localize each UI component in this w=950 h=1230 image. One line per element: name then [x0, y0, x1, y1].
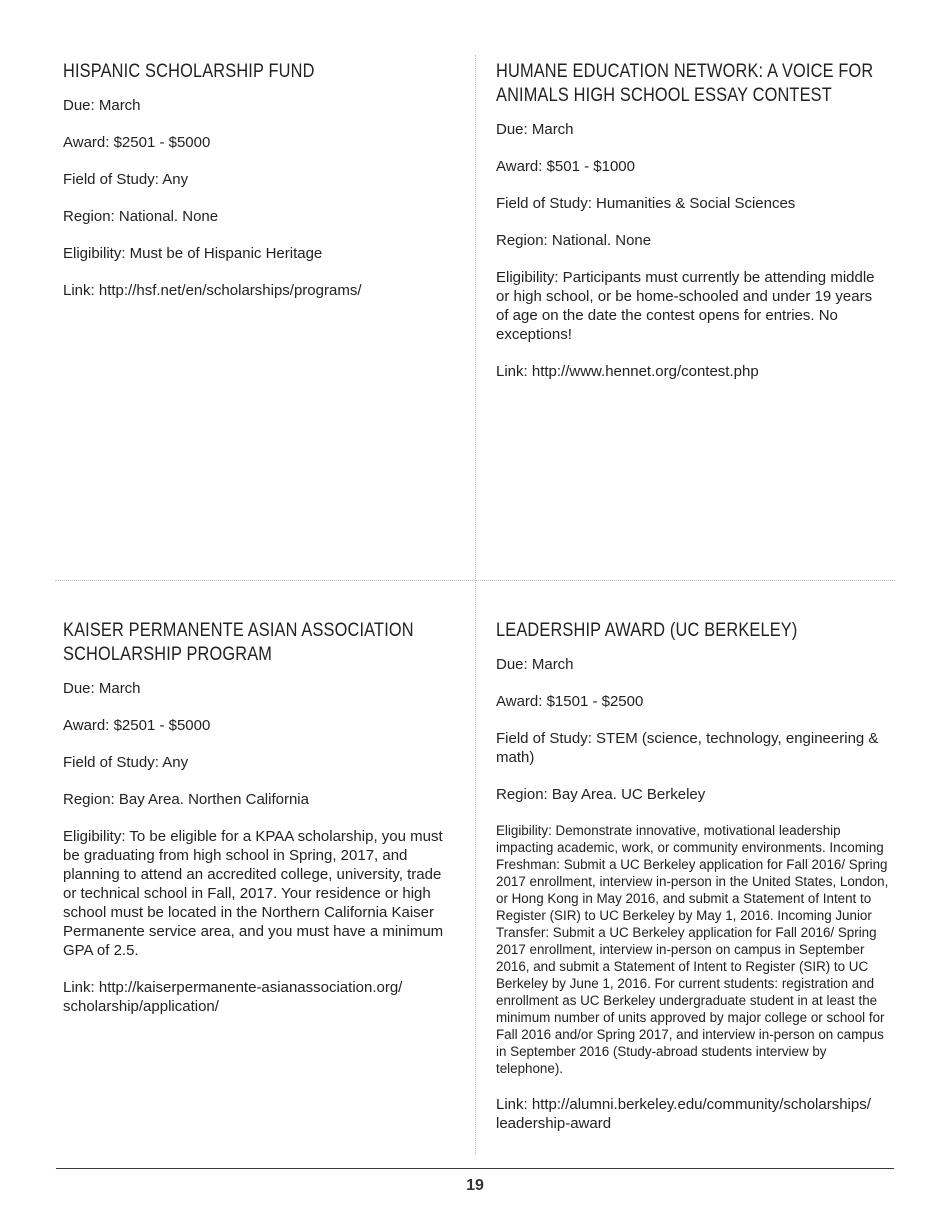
- due-date: Due: March: [496, 656, 574, 673]
- scholarship-card: [63, 619, 448, 1034]
- region: Region: National. None: [496, 232, 652, 249]
- region: Region: Bay Area. Northen California: [63, 791, 309, 808]
- award-amount: Award: $501 - $1000: [496, 158, 635, 175]
- award-amount: Award: $1501 - $2500: [496, 693, 644, 710]
- scholarship-title: HUMANE EDUCATION NETWORK: A VOICE FOR ANIMALS HIGH SCHOOL ESSAY CONTEST: [496, 61, 874, 106]
- scholarship-link[interactable]: Link: http://kaiserpermanente-asianassociation.org/ scholarship/application/: [63, 979, 403, 1015]
- field-of-study: Field of Study: STEM (science, technology, engineering & math): [496, 730, 879, 766]
- scholarship-card: [63, 60, 448, 318]
- scholarship-link[interactable]: Link: http://hsf.net/en/scholarships/programs/: [63, 282, 362, 299]
- due-date: Due: March: [63, 680, 141, 697]
- eligibility: Eligibility: Participants must currently be attending middle or high school, or be home-schooled and under 19 years of age on the date the contest opens for entries. No exceptions!: [496, 269, 875, 343]
- eligibility: Eligibility: Demonstrate innovative, motivational leadership impacting academic, work, or community environments. Incoming Freshman: Submit a UC Berkeley application for Fall 2016/ Spring 2017 enrollment, interview in-person in the United States, London, or Hong Kong in May 2016, and submit a Statement of Intent to Register (SIR) to UC Berkeley by May 1, 2016. Incoming Junior Transfer: Submit a UC Berkeley application for Fall 2016/ Spring 2017 enrollment, interview in-person on campus in September 2016, and submit a Statement of Intent to Register (SIR) to UC Berkeley by June 1, 2016. For current students: registration and enrollment as UC Berkeley undergraduate student in at least the minimum number of units approved by major college or school for Fall 2016 and/or Spring 2017, and interview in-person on campus in September 2016 (Study-abroad students interview by telephone).: [496, 823, 889, 1076]
- footer-rule: [56, 1168, 894, 1169]
- region: Region: National. None: [63, 208, 219, 225]
- field-of-study: Field of Study: Humanities & Social Sciences: [496, 195, 796, 212]
- eligibility: Eligibility: Must be of Hispanic Heritage: [63, 245, 323, 262]
- scholarship-title: HISPANIC SCHOLARSHIP FUND: [63, 61, 315, 82]
- due-date: Due: March: [496, 121, 574, 138]
- column-divider: [475, 55, 476, 1155]
- scholarship-card: [496, 60, 888, 399]
- scholarship-card: [496, 619, 890, 1151]
- scholarship-title: LEADERSHIP AWARD (UC BERKELEY): [496, 620, 798, 641]
- page-number: 19: [466, 1177, 484, 1194]
- award-amount: Award: $2501 - $5000: [63, 134, 211, 151]
- due-date: Due: March: [63, 97, 141, 114]
- field-of-study: Field of Study: Any: [63, 754, 189, 771]
- scholarship-link[interactable]: Link: http://www.hennet.org/contest.php: [496, 363, 759, 380]
- scholarship-link[interactable]: Link: http://alumni.berkeley.edu/community/scholarships/ leadership-award: [496, 1096, 871, 1132]
- eligibility: Eligibility: To be eligible for a KPAA scholarship, you must be graduating from high school in Spring, 2017, and planning to attend an accredited college, university, trade or technical school in Fall, 2017. Your residence or high school must be located in the Northern California Kaiser Permanente service area, and you must have a minimum GPA of 2.5.: [63, 828, 444, 959]
- award-amount: Award: $2501 - $5000: [63, 717, 211, 734]
- row-divider: [55, 580, 895, 581]
- region: Region: Bay Area. UC Berkeley: [496, 786, 706, 803]
- scholarship-title: KAISER PERMANENTE ASIAN ASSOCIATION SCHOLARSHIP PROGRAM: [63, 620, 414, 665]
- field-of-study: Field of Study: Any: [63, 171, 189, 188]
